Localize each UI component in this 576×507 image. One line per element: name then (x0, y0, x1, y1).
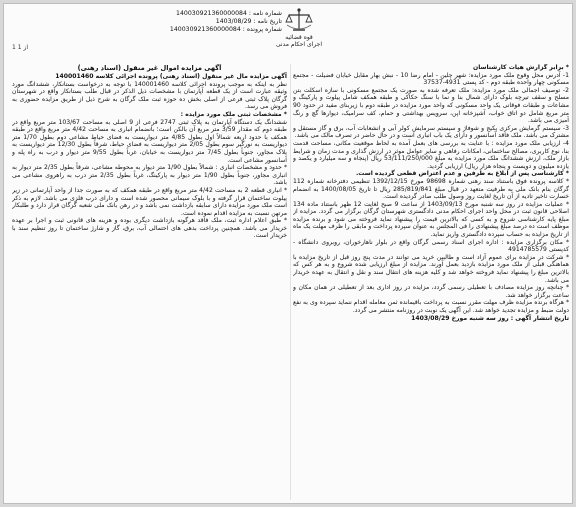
document-page (3, 3, 573, 504)
page-number: 1 از 1 (12, 44, 29, 51)
right-paragraph-8: * عملیات مزایده در روز سه شنبه مورخ 1403/09/13 از ساعت 9 صبح لغایت 12 ظهر باستناد ماده 134 اصلاحی قانون ثبت در محل واحد اجرای احکام مدنی دادگستری شهرستان گرگان برگزار می گردد. مزایده از مبلغ پایه کارشناسی شروع و به کسی که بالاترین قیمت را پیشنهاد نماید فروخته می شود و برنده مزایده موظف است ده درصد مبلغ پیشنهادی را فی المجلس به عنوان سپرده پرداخت و مابقی را ظرف مهلت یک ماه از تاریخ مزایده به حساب سپرده دادگستری واریز نماید. (293, 200, 569, 239)
org-line-1: قوه قضائیه (285, 34, 313, 41)
right-paragraph-10: * شرکت در مزایده برای عموم آزاد است و طالبین خرید می توانند در مدت پنج روز قبل از تاریخ مزایده با هماهنگی قبلی از ملک مورد مزایده بازدید بعمل آورند. مزایده از مبلغ ارزیابی شده شروع و به هر کس که بالاترین مبلغ را پیشنهاد نماید فروخته خواهد شد و کلیه هزینه های انتقال سند و نقل و انتقال به عهده خریدار می باشد. (293, 253, 569, 284)
file-number-row (154, 26, 282, 34)
column-divider (290, 64, 291, 500)
left-paragraph-1: نظر به اینکه به موجب پرونده اجرائی کلاسه 140001460 با توجه به درخواست بستانکار، ششدانگ مورد وثیقه عبارت است از یک قطعه آپارتمان با مشخصات ذیل الذکر در قبال طلب بستانکار واقع در شهرستان گرگان پلاک ثبتی فرعی از اصلی بخش ده حوزه ثبت ملک گرگان به شرح ذیل از طریق مزایده حضوری به فروش می رسد. (12, 80, 287, 111)
right-paragraph-12: * هرگاه برنده مزایده ظرف مهلت مقرر نسبت به پرداخت باقیمانده ثمن معامله اقدام ننماید سپرده وی به نفع دولت ضبط و مزایده تجدید خواهد شد. این آگهی یک نوبت در روزنامه منتشر می گردد. (293, 299, 569, 314)
file-number: 140030921360000084 (169, 26, 241, 33)
right-paragraph-6: * کارشناسی پس از ابلاغ به طرفین و عدم اعتراض قطعی گردیده است. (355, 170, 569, 178)
letter-header (4, 4, 572, 62)
left-paragraph-4: * حدود و مشخصات انباری : شمالاً بطول 1/90 متر دیوار به محوطه مشاعی، شرقاً بطول 2/35 متر دیوار به انباری مجاور، جنوباً بطول 1/90 متر دیوار به پارکینگ، غرباً بطول 2/35 متر درب به راهروی مشاعی می باشد. (12, 164, 287, 187)
right-paragraph-1: * برابر گزارش هیات کارشناسان (473, 64, 569, 71)
issuing-organization (262, 34, 336, 48)
right-paragraph-11: * چنانچه روز مزایده مصادف با تعطیلی رسمی گردد، مزایده در روز اداری بعد از تعطیلی در همان مکان و ساعت برگزار خواهد شد. (293, 284, 569, 299)
left-paragraph-2: * مشخصات ثبتی ملک مورد مزایده : (180, 110, 287, 118)
right-paragraph-9: * مکان برگزاری مزایده : اداره اجرای اسناد رسمی گرگان واقع در بلوار ناهارخوران، روبروی دانشگاه - کدپستی 4914785579 (293, 238, 569, 254)
org-line-2: اجرای احکام مدنی (275, 41, 323, 48)
right-paragraph-5: 4- ارزیابی ملک مورد مزایده : با عنایت به بررسی های بعمل آمده به لحاظ موقعیت مکانی، مساحت قدمت بنا، نوع کاربری، مصالح ساختمانی، امکانات رفاهی و سایر عوامل موثر در ارزش گذاری و مدت زمان و شرایط بازار ملک، ارزش ششدانگ ملک مورد مزایده به مبلغ 53/111/250/000 ریال (پنجاه و سه میلیارد و یکصد و یازده میلیون و دویست و پنجاه هزار ریال) ارزیابی گردید. (293, 139, 569, 170)
letter-meta (154, 10, 282, 34)
left-column-text (12, 64, 287, 304)
letter-date-label: تاریخ نامه : (253, 18, 282, 25)
letter-number-row (154, 10, 282, 18)
left-paragraph-3: ششدانگ یک دستگاه آپارتمان به پلاک ثبتی 2747 فرعی از 9 اصلی به مساحت 103/67 متر مربع واقع در طبقه دوم که مقدار 3/59 متر مربع آن بالکن است؛ بانضمام انباری به مساحت 4/42 متر مربع واقع در طبقه همکف با حدود اربعه شمالاً اول بطول 4/85 متر دیواریست به فضای حیاط مشاعی دوم بطول 1/70 متر دیواریست به نورگیر سوم بطول 2/05 متر دیواریست به فضای حیاط، شرقاً بطول 12/30 متر دیواریست به پلاک مجاور، جنوباً بطول 7/45 متر دیواریست به خیابان، غرباً بطول 9/55 متر دیوار و درب به راه پله و آسانسور مشاعی است. (12, 118, 287, 164)
letter-number-label: شماره نامه : (248, 10, 282, 17)
right-paragraph-3: 2- توصیف اجمالی ملک مورد مزایده: ملک تعرفه شده به صورت یک مجتمع مسکونی با سازه اسکلت بتن مسلح و سقف تیرچه بلوک دارای شمال بنا و نما با سنگ حکاکی و طبقه همکف شامل پیلوت و پارکینگ و مشاعات و طبقات فوقانی یک واحد مسکونی که واحد مورد مزایده در طبقه دوم با زیربنای مفید در حدود 90 متر مربع شامل دو اتاق خواب، آشپزخانه اپن، سرویس بهداشتی و حمام، کف سرامیک، دیوارها گچ و رنگ آمیزی می باشد. (293, 86, 569, 125)
letter-date: 1403/08/29 (215, 18, 252, 25)
right-column-text (293, 64, 569, 500)
notice-title: آگهی مزایده اموال غیر منقول (اسناد رهنی) (77, 64, 222, 72)
left-paragraph-5: * انباری قطعه 2 به مساحت 4/42 متر مربع واقع در طبقه همکف که به صورت جدا از واحد آپارتمانی در زیر پیلوت ساختمان قرار گرفته و با بلوک سیمانی محصور شده است و دارای درب فلزی می باشد. لازم به ذکر است ملک مورد مزایده دارای سابقه بازداشت نمی باشد و در رهن بانک ملی شعبه گرگان قرار دارد و طلبکار مرتهن نسبت به مزایده اقدام نموده است. (12, 186, 287, 217)
judiciary-emblem-icon (282, 7, 316, 33)
right-paragraph-4: 3- سیستم گرمایش مرکزی پکیج و شوفاژ و سیستم سرمایش کولر آبی و انشعابات آب، برق و گاز مستقل و مشترک می باشد. ملک فاقد آسانسور و دارای یک باب انباری است و در حال حاضر در تصرف مالک می باشد. (293, 124, 569, 140)
right-paragraph-2: 1- آدرس محل وقوع ملک مورد مزایده: شهر چلین - امام رضا 10 - نبش بهار مقابل خیابان فضیلت - مجتمع مسکونی چهار واحده طبقه دوم - کد پستی 4931-37537 (293, 71, 569, 87)
publication-date: تاریخ انتشار آگهی : روز سه شنبه مورخ 1403/08/29 (411, 314, 569, 322)
notice-subtitle: آگهی مزایده مال غیر منقول (اسناد رهنی) پرونده اجرائی کلاسه 140001460 (55, 73, 287, 80)
letter-date-row (154, 18, 282, 26)
file-number-label: شماره پرونده : (242, 26, 282, 33)
right-paragraph-7: * کلاسه پرونده فوق باستناد سند رهنی شماره 98698 مورخ 1392/12/15 تنظیمی دفترخانه شماره 112 گرگان بنام بانک ملی به طرفیت متعهد در قبال مبلغ 285/819/841 ریال تا تاریخ 1400/08/05 به انضمام خسارت تاخیر تادیه از آن تاریخ لغایت روز وصول طلب صادر گردیده است. (293, 177, 569, 201)
letter-number: 140030921360000084 (176, 10, 247, 17)
left-paragraph-6: * طبق اعلام اداره ثبت، ملک فاقد هرگونه بازداشت دیگری بوده و هزینه های قانونی ثبت و اجرا بر عهده خریدار می باشد. همچنین پرداخت بدهی های احتمالی آب، برق، گاز و شارژ ساختمان تا روز تنظیم سند با خریدار است. (12, 217, 287, 240)
